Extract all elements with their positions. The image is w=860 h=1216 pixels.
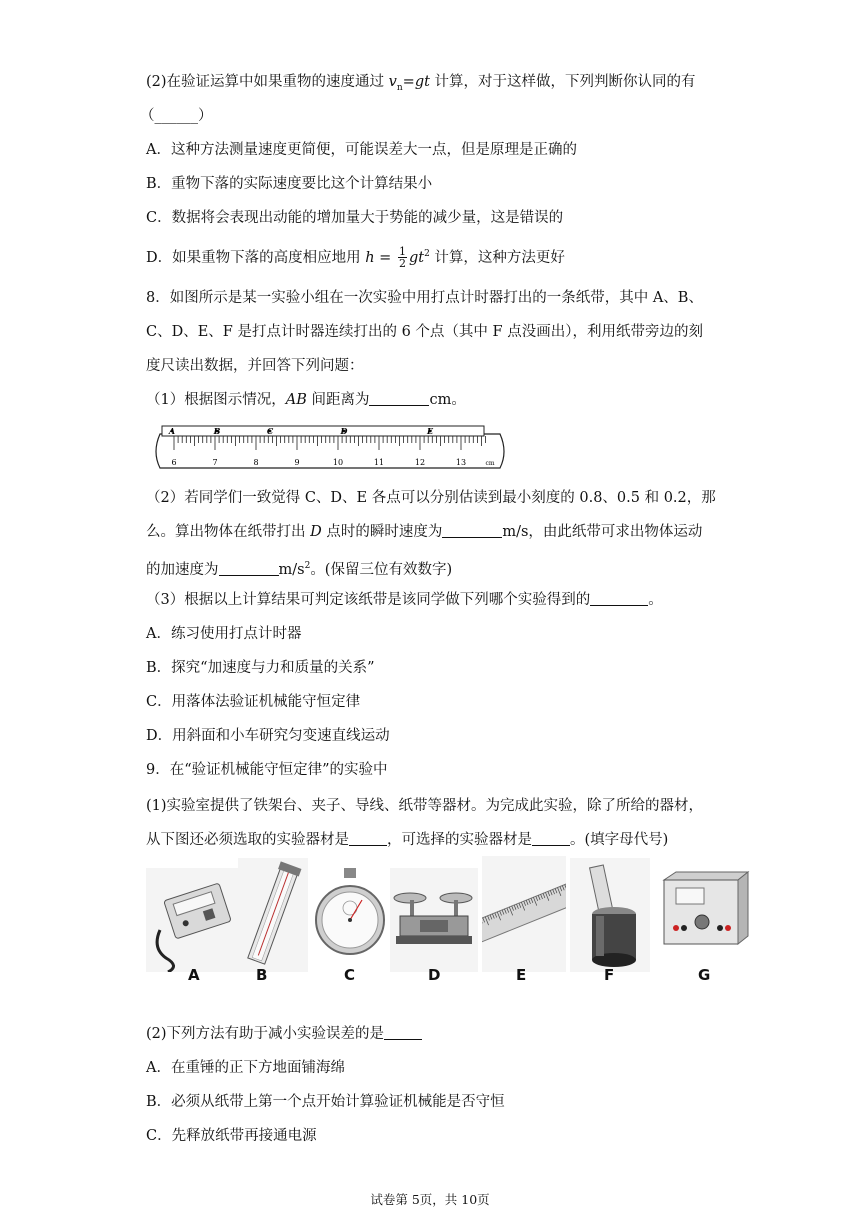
ruler-tape-figure xyxy=(150,420,510,472)
q9-option-a: A．在重锤的正下方地面铺海绵 xyxy=(146,1060,345,1076)
answer-blank[interactable] xyxy=(219,561,279,576)
q8-part3: （3）根据以上计算结果可判定该纸带是该同学做下列哪个实验得到的 。 xyxy=(146,592,663,608)
ruler-number-8: 8 xyxy=(253,458,259,467)
q9-part1-line1: (1)实验室提供了铁架台、夹子、导线、纸带等器材。为完成此实验，除了所给的器材， xyxy=(146,798,704,814)
q8-part1: （1）根据图示情况，AB 间距离为 cm。 xyxy=(146,392,466,408)
q8-part2-line2: 么。算出物体在纸带打出 D 点时的瞬时速度为 m/s，由此纸带可求出物体运动 xyxy=(146,524,703,540)
q8-option-c: C．用落体法验证机械能守恒定律 xyxy=(146,694,361,710)
ruler-unit: cm xyxy=(485,460,495,467)
ruler-label-d: D xyxy=(340,426,348,436)
ruler-label-e: E xyxy=(426,426,434,436)
q7-2-option-c: C．数据将会表现出动能的增加量大于势能的减少量，这是错误的 xyxy=(146,210,564,226)
q8-option-d: D．用斜面和小车研究匀变速直线运动 xyxy=(146,728,390,744)
q7-2-answer-paren: （______） xyxy=(140,108,213,124)
q8-option-a: A．练习使用打点计时器 xyxy=(146,626,302,642)
equipment-b-timer-image xyxy=(238,858,308,972)
q8-part2-line3: 的加速度为 $m/s^2$。(保留三位有效数字) xyxy=(146,561,453,578)
answer-blank[interactable] xyxy=(384,1025,422,1040)
q9-part1-line2: 从下图还必须选取的实验器材是 ，可选择的实验器材是 。(填字母代号) xyxy=(146,832,669,848)
ruler-number-10: 10 xyxy=(332,458,344,467)
equipment-label-b: B xyxy=(256,966,268,984)
q9-option-c: C．先释放纸带再接通电源 xyxy=(146,1128,317,1144)
q8-part2-line1: （2）若同学们一致觉得 C、D、E 各点可以分别估读到最小刻度的 0.8、0.5 和 0.2，那 xyxy=(146,490,716,506)
ruler-number-11: 11 xyxy=(373,458,385,467)
ruler-label-a: A xyxy=(168,426,176,436)
equipment-label-c: C xyxy=(344,966,356,984)
q8-stem-line3: 度尺读出数据，并回答下列问题： xyxy=(146,358,364,374)
ruler-number-13: 13 xyxy=(455,458,467,467)
q9-option-b: B．必须从纸带上第一个点开始计算验证机械能是否守恒 xyxy=(146,1094,505,1110)
ruler-label-b: B xyxy=(213,426,221,436)
ruler-number-12: 12 xyxy=(414,458,426,467)
equipment-d-balance-image xyxy=(390,868,478,972)
q8-option-b: B．探究“加速度与力和质量的关系” xyxy=(146,660,375,676)
answer-blank[interactable] xyxy=(590,591,648,606)
answer-blank[interactable] xyxy=(349,831,387,846)
ruler-label-c: C xyxy=(266,426,274,436)
answer-blank[interactable] xyxy=(369,391,429,406)
answer-blank[interactable] xyxy=(442,523,502,538)
q7-2-option-b: B．重物下落的实际速度要比这个计算结果小 xyxy=(146,176,433,192)
fraction-one-half: $\frac{1}{2}$ xyxy=(398,245,406,271)
ruler-number-7: 7 xyxy=(212,458,218,467)
equipment-label-e: E xyxy=(516,966,527,984)
equipment-label-f: F xyxy=(604,966,615,984)
q8-stem-line2: C、D、E、F 是打点计时器连续打出的 6 个点（其中 F 点没画出），利用纸带旁边的刻 xyxy=(146,324,703,340)
q9-title: 9．在“验证机械能守恒定律”的实验中 xyxy=(146,762,388,778)
page-footer: 试卷第 5页，共 10页 xyxy=(370,1192,490,1207)
equipment-g-power-box-image xyxy=(654,856,754,966)
equipment-label-d: D xyxy=(428,966,441,984)
q7-2-option-a: A．这种方法测量速度更简便，可能误差大一点，但是原理是正确的 xyxy=(146,142,577,158)
ruler-number-9: 9 xyxy=(294,458,300,467)
equipment-label-g: G xyxy=(698,966,711,984)
answer-blank[interactable] xyxy=(532,831,570,846)
q8-stem-line1: 8．如图所示是某一实验小组在一次实验中用打点计时器打出的一条纸带，其中 A、B、 xyxy=(146,290,703,306)
equipment-e-ruler-image xyxy=(482,856,566,972)
ruler-number-6: 6 xyxy=(171,458,177,467)
q7-2-stem: (2)在验证运算中如果重物的速度通过 $v_n=gt$ 计算，对于这样做，下列判断你认同的有 xyxy=(146,74,696,93)
equipment-label-a: A xyxy=(188,966,200,984)
equipment-c-stopwatch-image xyxy=(310,860,390,970)
q9-part2: (2)下列方法有助于减小实验误差的是 xyxy=(146,1024,422,1044)
q7-2-option-d: D．如果重物下落的高度相应地用 h = $\frac{1}{2}$ $gt^2$ 计算，这种方法更好 xyxy=(146,245,565,271)
equipment-a-power-supply-image xyxy=(146,868,238,972)
equipment-f-weight-image xyxy=(570,858,650,972)
